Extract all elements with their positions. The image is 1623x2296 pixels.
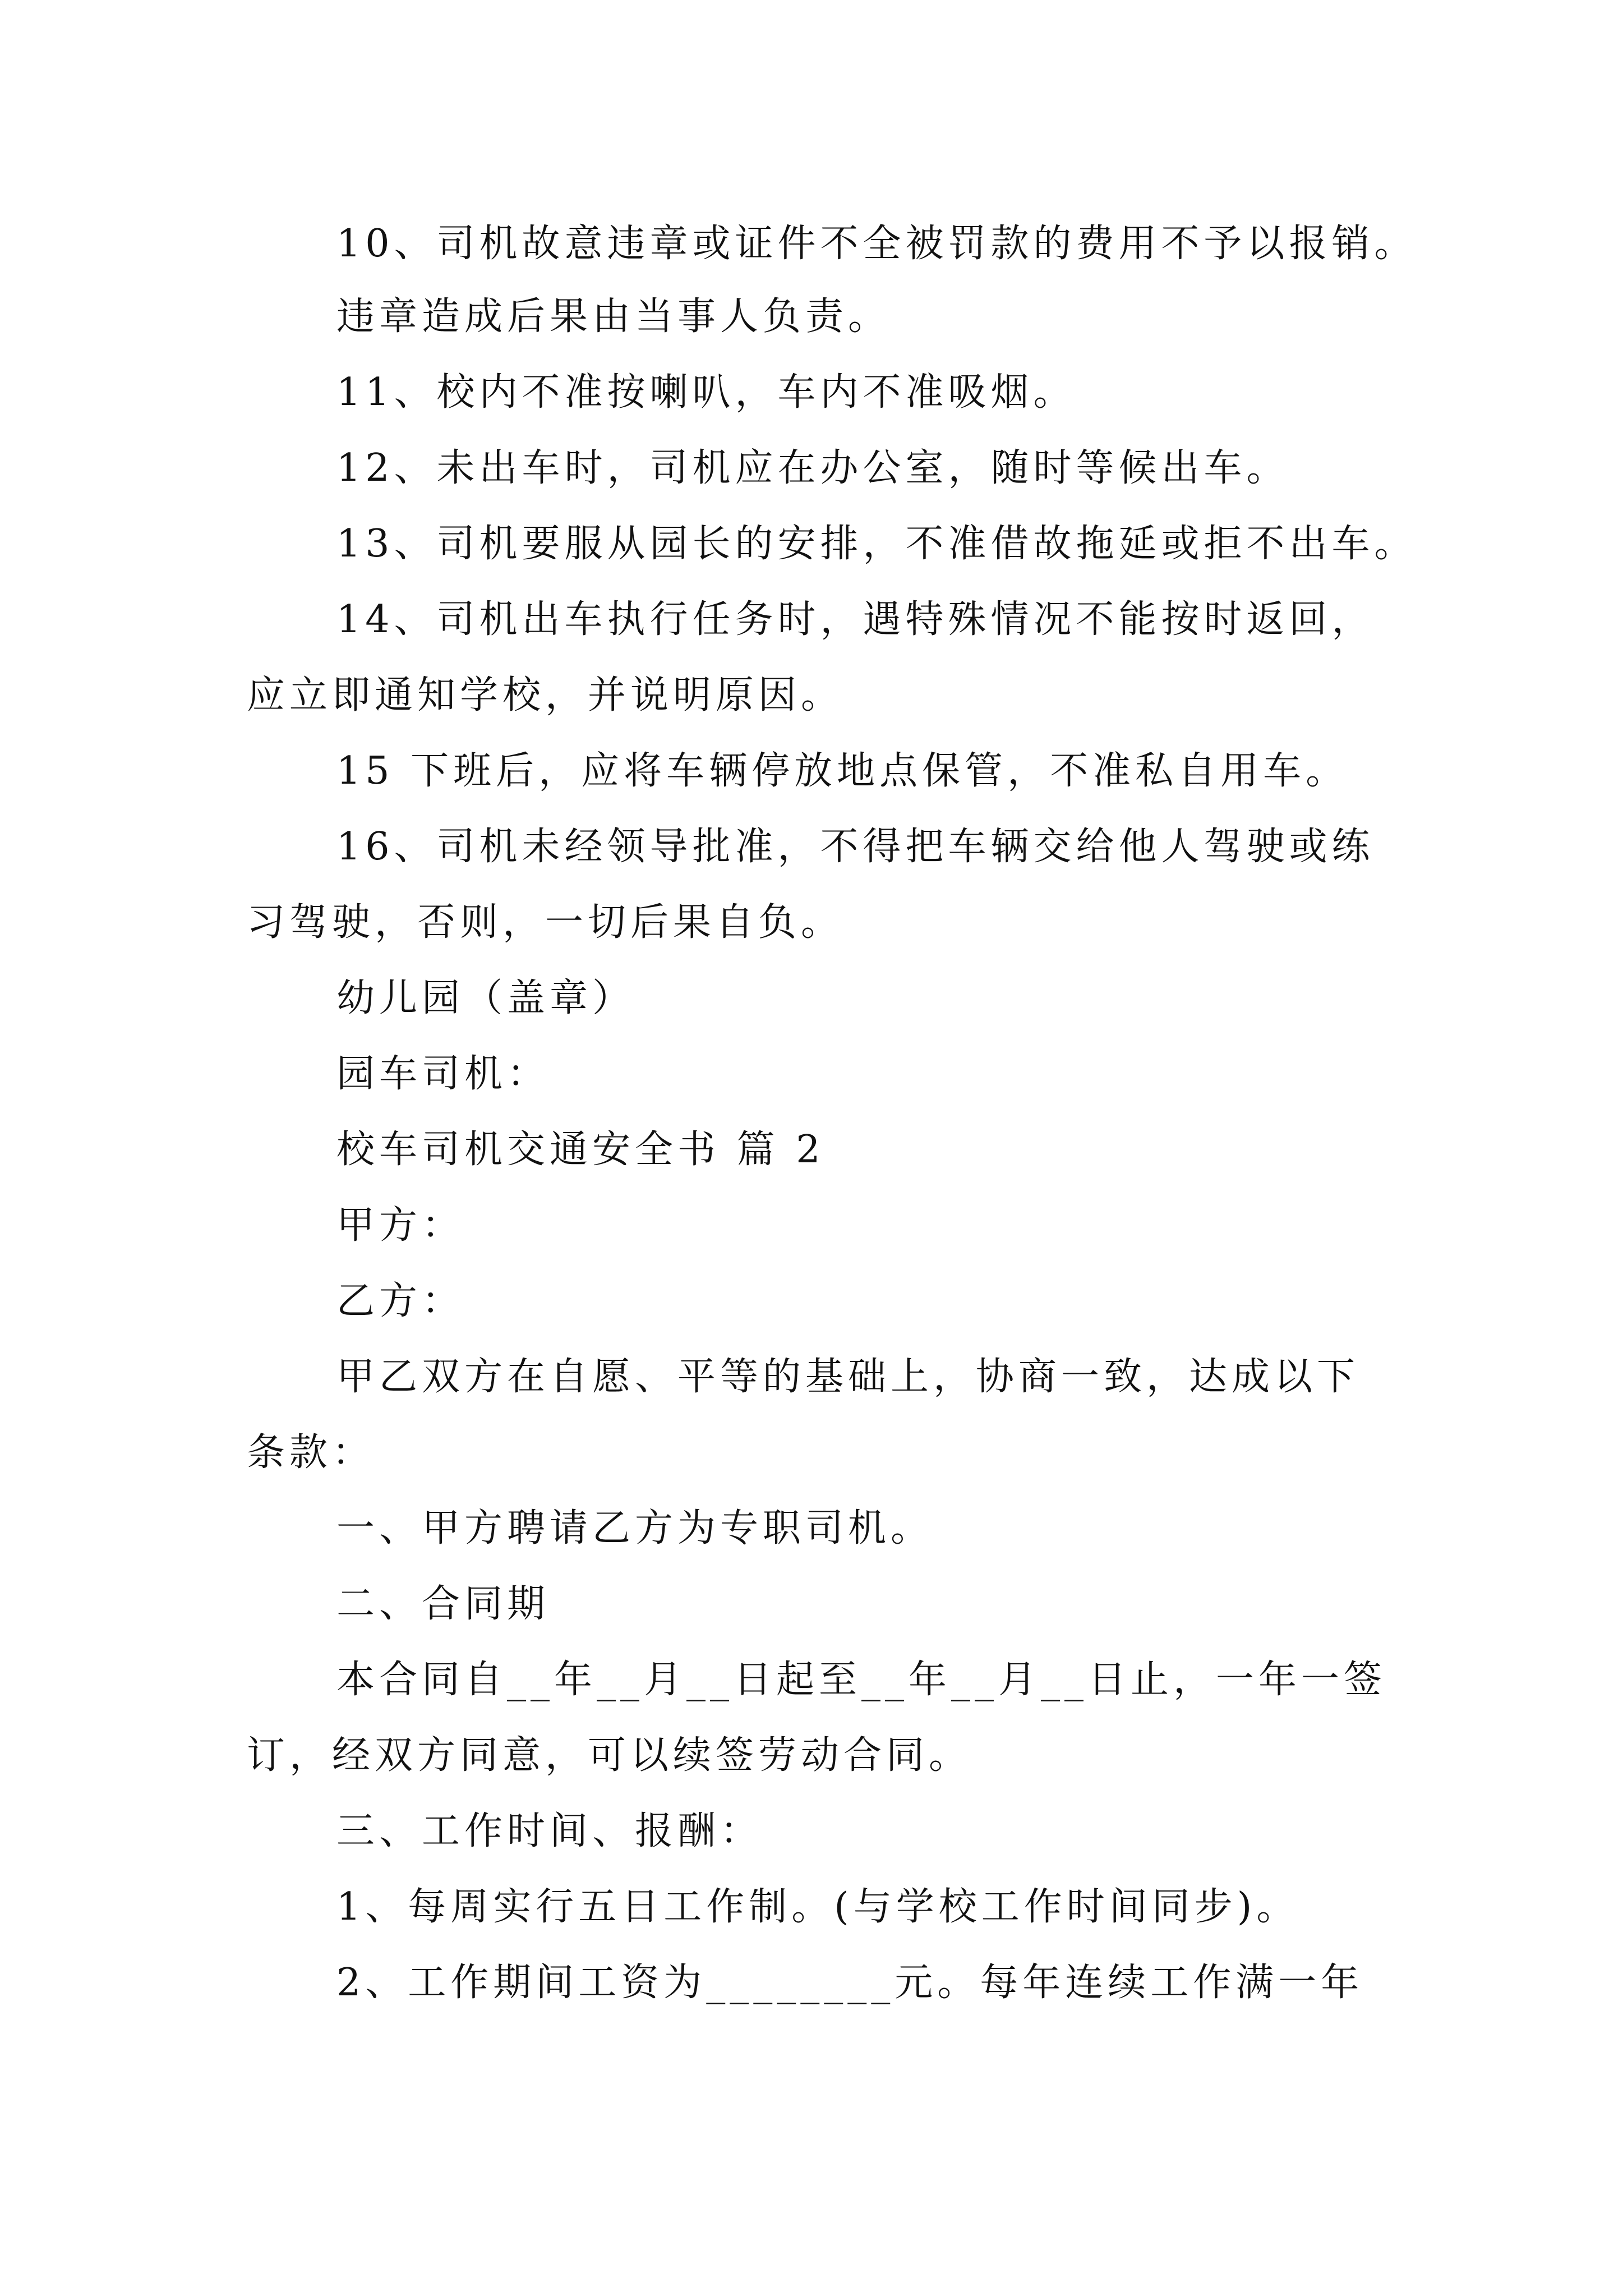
paragraph-line: 1、每周实行五日工作制。(与学校工作时间同步)。 [336,1885,1299,1929]
paragraph-line: 本合同自__年__月__日起至__年__月__日止，一年一签 [336,1658,1387,1702]
paragraph-line: 应立即通知学校，并说明原因。 [247,673,844,717]
section-heading: 校车司机交通安全书 篇 2 [336,1128,825,1172]
paragraph-line: 16、司机未经领导批准，不得把车辆交给他人驾驶或练 [336,825,1375,869]
paragraph-line: 园车司机： [336,1052,550,1096]
paragraph-line: 12、未出车时，司机应在办公室，随时等候出车。 [336,446,1289,490]
paragraph-line: 一、甲方聘请乙方为专职司机。 [336,1506,934,1550]
paragraph-line: 订，经双方同意，可以续签劳动合同。 [247,1733,972,1778]
paragraph-line: 13、司机要服从园长的安排，不准借故拖延或拒不出车。 [336,522,1417,566]
paragraph-line: 2、工作期间工资为________元。每年连续工作满一年 [336,1961,1364,2005]
paragraph-line: 违章造成后果由当事人负责。 [336,295,891,339]
paragraph-line: 11、校内不准按喇叭，车内不准吸烟。 [336,370,1076,415]
paragraph-line: 14、司机出车执行任务时，遇特殊情况不能按时返回， [336,597,1375,642]
paragraph-line: 幼儿园（盖章） [336,976,635,1020]
paragraph-line: 15 下班后，应将车辆停放地点保管，不准私自用车。 [336,749,1349,793]
paragraph-line: 甲方： [336,1203,465,1248]
paragraph-line: 甲乙双方在自愿、平等的基础上，协商一致，达成以下 [336,1355,1360,1399]
paragraph-line: 乙方： [336,1279,465,1323]
paragraph-line: 10、司机故意违章或证件不全被罚款的费用不予以报销。 [336,222,1417,266]
paragraph-line: 三、工作时间、报酬： [336,1809,763,1853]
paragraph-line: 条款： [247,1430,375,1475]
paragraph-line: 二、合同期 [336,1582,550,1626]
paragraph-line: 习驾驶，否则，一切后果自负。 [247,900,844,945]
